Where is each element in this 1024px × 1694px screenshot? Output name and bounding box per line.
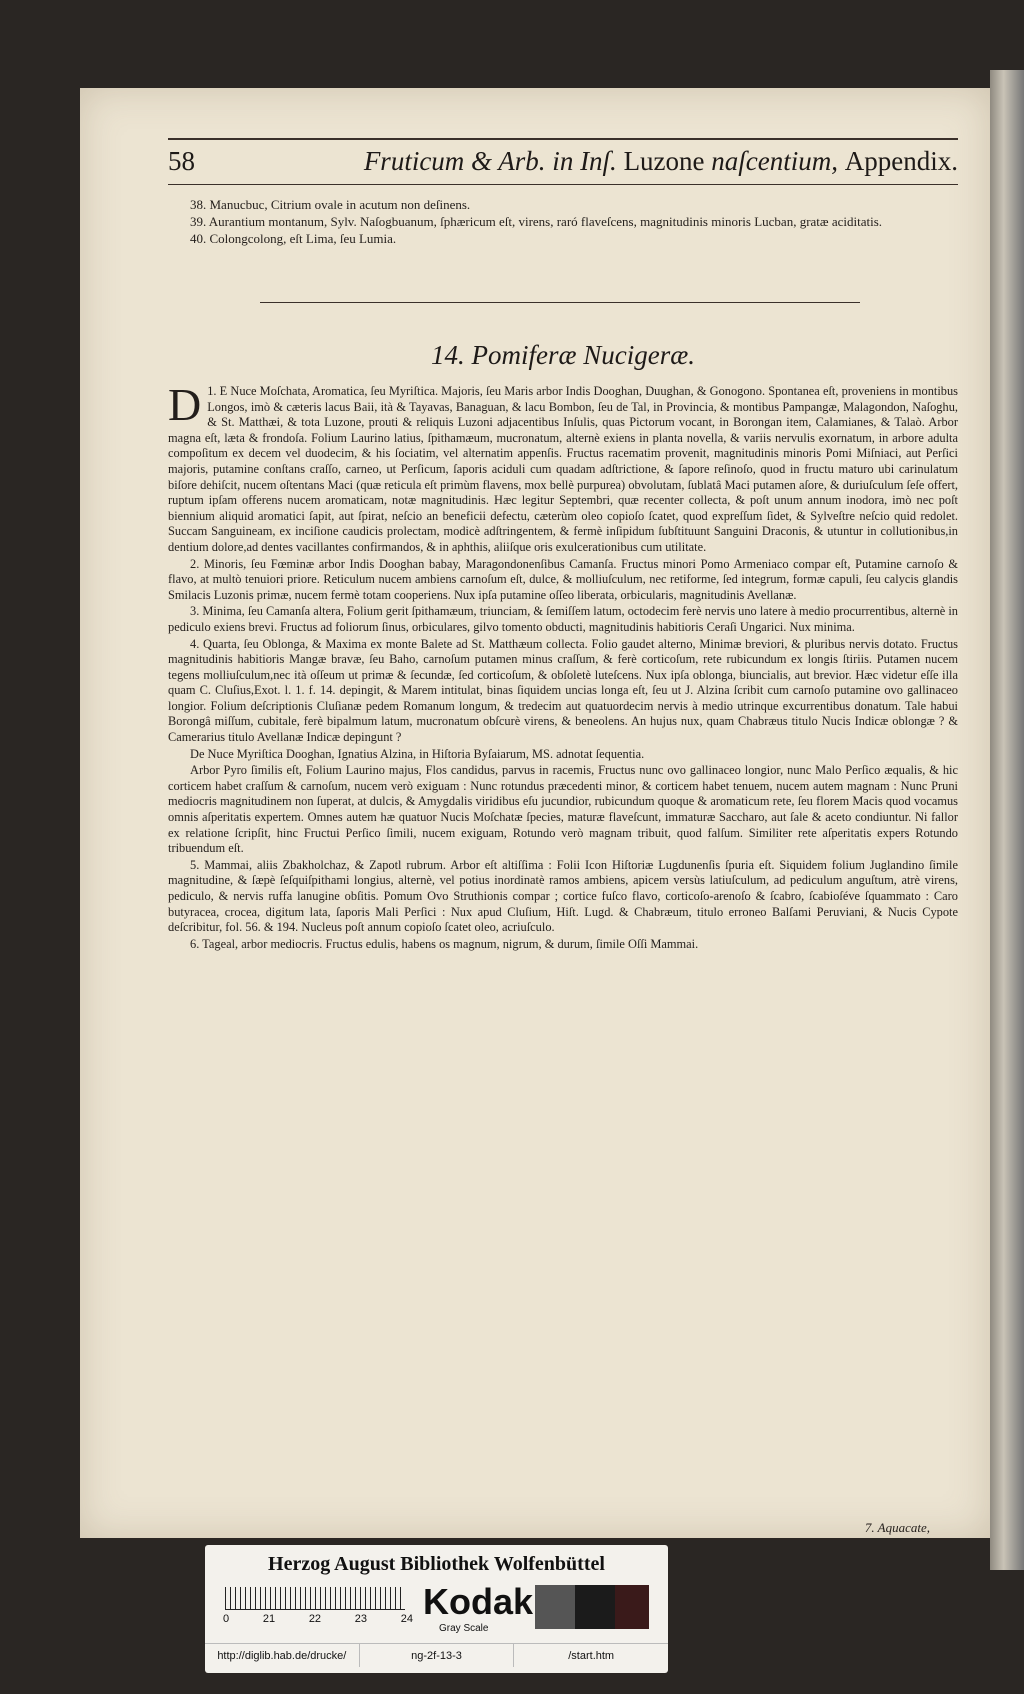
section-title: 14. Pomiferæ Nucigeræ.: [431, 340, 695, 370]
book-page: [80, 88, 990, 1538]
black-swatch: [575, 1585, 615, 1629]
paragraph-text: 1. E Nuce Moſchata, Aromatica, ſeu Myriſtica. Majoris, ſeu Maris arbor Indis Dooghan, Duughan, & Gonogono. Spontanea eſt, proveniens in montibus Longos, imò & cæteris lacus Baii, ità & Tayavas, Banaguan, & lacu Bombon, ſeu de Tal, in Provincia, & montibus Pampangæ, Malagondon, Naſoghu, & St. Matthæi, & tota Luzone, prouti & reliquis Luzoni adjacentibus Inſulis, quas Pictorum vocant, in Borongan item, Calamianes, & Talaò. Arbor magna eſt, læta & frondoſa. Folium Laurino latius, ſpithamæum, mucronatum, alternè exiens in planta novella, & variis nervulis exornatum, in arbore adulta compoſitum ex decem vel duodecim, & his ſociatim, vel alternatim appenſis. Fructus racematim provenit, magnitudinis minoris Pomi Miſniaci, aut Perſici majoris, putamine conſtans craſſo, carneo, ut Perſicum, ſaporis aciduli cum quadam adſtrictione, & ſapore reſinoſo, quod in fructu maturo ubi carinulatum biſore dehiſcit, nucem oſtentans Maci (quæ reticula eſt primùm flavens, mox bellè purpurea) obvolutam, ſublatâ Maci putamen aſore, & duriuſculum ſeſe offert, ruptum ipſam offerens nucem aromaticam, notæ magnitudinis. Hæc legitur Septembri, quæ recenter collecta, & poſt unum annum inodora, imò nec poſt biennium aliquid aromatici ſapit, aut ſpirat, neſcio an beneficii defectu, cæterùm oleo copioſo ſcatet, quod expreſſum ſidet, & Sylveſtre neſcio quid redolet. Succam Sanguineam, ex inciſione caudicis prolectam, modicè adſtringentem, & fermè inſipidum ſubſtituunt Sanguini Draconis, & utuntur in collutionibus,in dentium dolore,ad dentes vacillantes confirmandos, & in aphthis, aliiſque oris exulcerationibus cum utilitate.: [168, 384, 958, 554]
drop-cap: D: [168, 379, 202, 430]
paragraph: 6. Tageal, arbor mediocris. Fructus edulis, habens os magnum, nigrum, & durum, ſimile Oſſi Mammai.: [190, 936, 699, 951]
dark-swatch: [615, 1585, 649, 1629]
reference-bar: [205, 1643, 668, 1667]
paragraph: 3. Minima, ſeu Camanſa altera, Folium gerit ſpithamæum, triunciam, & ſemiſſem latum, octodecim ferè nervis uno latere à medio procurrentibus, alternè in pediculo exiens brevi. Fructus ad foliorum ſinus, orbiculares, gilvo tomento obducti, magnitudinis habitioris Ceraſi Ungarici. Nux minima.: [168, 604, 959, 634]
running-head-part-1: Fruticum & Arb. in Inſ.: [363, 146, 617, 176]
scale-number: 21: [262, 1613, 276, 1625]
paragraph: De Nuce Myriſtica Dooghan, Ignatius Alzina, in Hiſtoria Byſaiarum, MS. adnotat ſequentia.: [190, 746, 645, 761]
start-link: /start.htm: [513, 1643, 668, 1667]
scale-number: 22: [308, 1613, 322, 1625]
paragraph: 4. Quarta, ſeu Oblonga, & Maxima ex monte Balete ad St. Matthæum collecta. Folio gaudet alterno, Minimæ breviori, & pluribus nervis dotato. Fructus magnitudinis habitioris Mangæ bravæ, ſeu Baho, carnoſum putamen minus craſſum, & ferè corticoſum, rete rubicundum ex longis ſtiriis. Putamen nucem tegens molliuſculum,nec ità oſſeum ut primæ & ſecundæ, ſed corticoſum, & obſoletè luteſcens. Nux ipſa oblonga, biuncialis, aut brevior. Hæc videtur eſſe illa quam C. Cluſius,Exot. l. 1. f. 14. depingit, & Marem intitulat, binas ſiquidem uncias longa eſt, ſeu ut J. Alzina ſcribit cum carnoſo putamine ovo gallinaceo longior. Folium deſcriptionis Cluſianæ pedem Romanum longum, & tredecim aut quatuordecim nervis à medio utrinque excurrentibus donatum. Tale habui Borongâ miſſum, cubitale, ferè bipalmum latum, mucronatum obſcurè virens, & beneolens. An hujus nux, quam Chabræus titulo Nucis Indicæ oblongæ ? & Camerarius titulo Avellanæ Indicæ depingunt ?: [168, 636, 958, 745]
scale-number: 23: [354, 1613, 368, 1625]
body-text: [168, 379, 959, 953]
running-head: [268, 146, 958, 177]
source-url: http://diglib.hab.de/drucke/: [205, 1643, 359, 1667]
paragraph: [168, 379, 958, 556]
catchword: 7. Aquacate,: [864, 1520, 930, 1535]
header-top-rule: [168, 138, 958, 140]
header-bottom-rule: [168, 184, 958, 185]
list-item: 40. Colongcolong, eſt Lima, ſeu Lumia.: [190, 231, 397, 246]
library-name: Herzog August Bibliothek Wolfenbüttel: [268, 1553, 605, 1575]
running-head-part-4: Appendix.: [844, 146, 958, 176]
running-head-part-3: naſcentium,: [711, 146, 839, 176]
shelfmark: ng-2f-13-3: [359, 1643, 514, 1667]
paragraph: 2. Minoris, ſeu Fœminæ arbor Indis Dooghan babay, Maragondonenſibus Camanſa. Fructus minori Pomo Armeniaco compar eſt, Putamine carnoſo & flavo, at multò tenuiori priore. Reticulum nucem ambiens carnoſum eſt, dulce, & molliuſculum, nec retiforme, ſed integrum, formæ capuli, ſeu calycis glandis Smilacis Luzonis primæ, nucem fermè totam cooperiens. Nux ipſa putamine oſſeo liberata, orbicularis, magnitudinis Avellanæ.: [168, 556, 958, 602]
paragraph: 5. Mammai, aliis Zbakholchaz, & Zapotl rubrum. Arbor eſt altiſſima : Folii Icon Hiſtoriæ Lugdunenſis ſpuria eſt. Siquidem folium Juglandino ſimile magnitudine, & ſæpè ſeſquiſpithami longius, alternè, vel potius inordinatè ramos ambiens, apicem versùs latiuſculum, ad pediculum anguſtum, atrè virens, pediculo, & nervis ruffa lanugine obſitis. Pomum Ovo Struthionis compar ; cortice fuſco flavo, corticoſo-arenoſo & ſcabro, ſcabioſéve ſquammato : Caro butyracea, crocea, digitum lata, ſaporis Mali Perſici : Nux apud Cluſium, Hiſt. Lugd. & Chabræum, titulo erroneo Balſami Peruviani, & Nucis Cypote deſcribitur, fol. 56. & 194. Nucleus poſt annum copioſo ſcatet oleo, acriuſculo.: [168, 857, 958, 935]
list-item: 39. Aurantium montanum, Sylv. Naſogbuanum, ſphæricum eſt, virens, raró flaveſcens, magnitudinis minoris Lucban, gratæ aciditatis.: [190, 214, 883, 229]
running-head-part-2: Luzone: [623, 146, 705, 176]
list-item: 38. Manucbuc, Citrium ovale in acutum non deſinens.: [190, 197, 471, 212]
gray-scale-label: Gray Scale: [439, 1623, 489, 1634]
scale-numbers: [223, 1613, 413, 1625]
section-divider: [260, 302, 860, 303]
citrus-list: [168, 196, 958, 247]
adjacent-page-edge: [990, 70, 1024, 1570]
gray-swatch: [535, 1585, 575, 1629]
ruler-scale: [225, 1587, 405, 1610]
scale-number: 0: [223, 1613, 230, 1625]
page-number: 58: [168, 146, 195, 176]
scale-number: 24: [400, 1613, 413, 1625]
kodak-logo: Kodak: [423, 1581, 534, 1622]
color-target-card: [205, 1545, 668, 1673]
paragraph: Arbor Pyro ſimilis eſt, Folium Laurino majus, Flos candidus, parvus in racemis, Fructus nunc ovo gallinaceo longior, nunc Malo Perſico æqualis, & hic corticem habet craſſum & carnoſum, nucem verò exiguam : Nunc rotundus præcedenti minor, & corticem habet tenuem, nucem autem magnam : Nunc Pruni mediocris magnitudinem non ſuperat, at dulcis, & Amygdalis viridibus eſu jucundior, rubicundum quoque & aromaticum rete, ſeu florem Macis quod vocamus omnis aſperitatis expertem. Omnes autem hæ quatuor Nucis Moſchatæ ſpecies, maturæ flaveſcunt, immaturæ Saccharo, aut ſale & aceto condiuntur. Ni fallor ex relatione ſcripſit, hinc Fructui Perſico ſimili, nucem exiguam, Rotundo verò magnam tribuit, quod falſum. Similiter rete aſperitatis expers Rotundo tribuendum eſt.: [168, 763, 958, 856]
